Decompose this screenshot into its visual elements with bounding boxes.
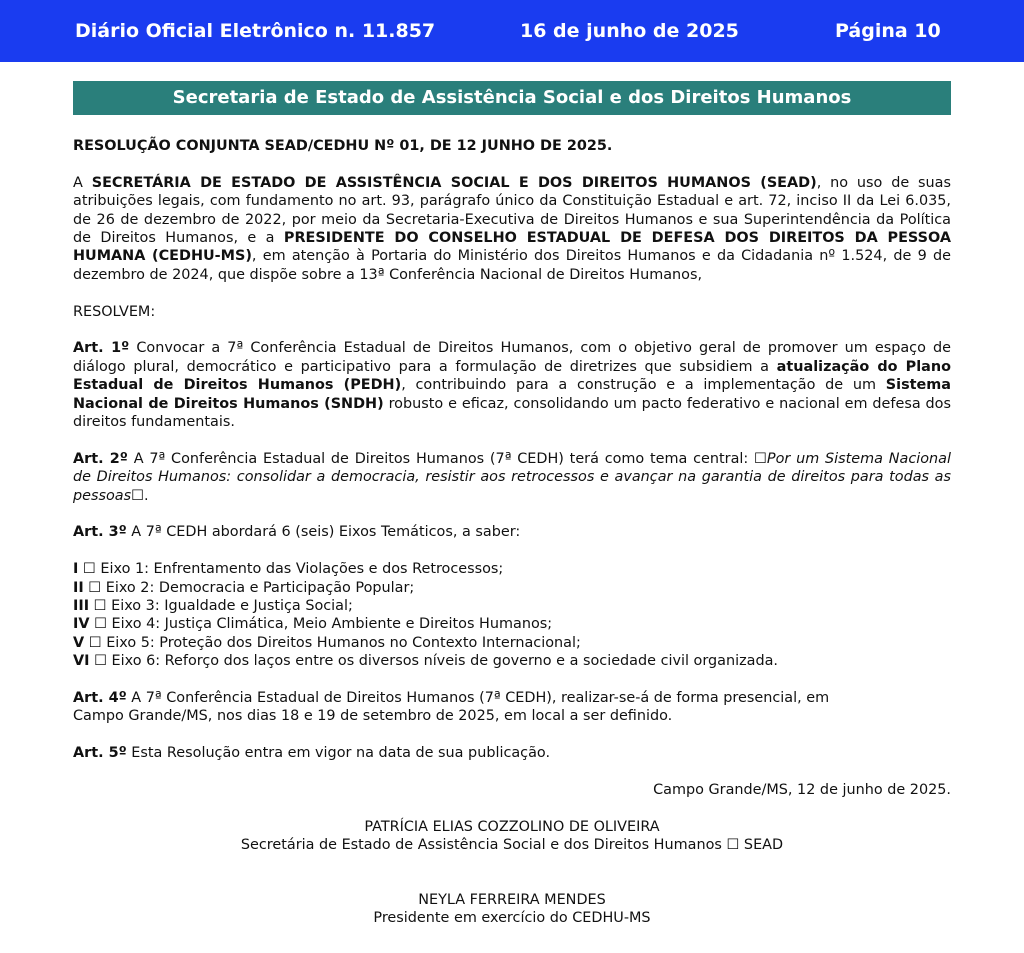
- article-5: Art. 5º Esta Resolução entra em vigor na data de sua publicação.: [73, 745, 551, 762]
- journal-title: Diário Oficial Eletrônico n. 11.857: [75, 20, 436, 42]
- article-3-label: Art. 3º: [73, 524, 127, 541]
- signature-block: [73, 891, 951, 928]
- list-item: VI ☐ Eixo 6: Reforço dos laços entre os diversos níveis de governo e a sociedade civil organizada.: [73, 653, 779, 670]
- place-date: Campo Grande/MS, 12 de junho de 2025.: [653, 782, 951, 799]
- article-2: Art. 2º A 7ª Conferência Estadual de Direitos Humanos (7ª CEDH) terá como tema central: ☐Por um Sistema Nacional de Direitos Humanos: consolidar a democracia, resistir aos retrocessos e avançar na garantia de direitos para todas as pessoas☐.: [73, 450, 951, 504]
- list-item: II ☐ Eixo 2: Democracia e Participação Popular;: [73, 579, 415, 596]
- page-number: Página 10: [835, 20, 941, 42]
- list-item: I ☐ Eixo 1: Enfrentamento das Violações e dos Retrocessos;: [73, 561, 504, 578]
- issue-date: 16 de junho de 2025: [520, 20, 739, 42]
- signatory-name: PATRÍCIA ELIAS COZZOLINO DE OLIVEIRA: [364, 818, 660, 835]
- signatory-role: Presidente em exercício do CEDHU-MS: [373, 910, 651, 927]
- signatory-role: Secretária de Estado de Assistência Social e dos Direitos Humanos ☐ SEAD: [240, 837, 784, 854]
- article-1: Art. 1º Convocar a 7ª Conferência Estadual de Direitos Humanos, com o objetivo geral de promover um espaço de diálogo plural, democrático e participativo para a formulação de diretrizes que subsidiem a atualização do Plano Estadual de Direitos Humanos (PEDH), contribuindo para a construção e a implementação de um Sistema Nacional de Direitos Humanos (SNDH) robusto e eficaz, consolidando um pacto federativo e nacional em defesa dos direitos fundamentais.: [73, 340, 951, 431]
- signatory-name: NEYLA FERREIRA MENDES: [418, 891, 606, 908]
- article-1-label: Art. 1º: [73, 340, 130, 357]
- list-item: III ☐ Eixo 3: Igualdade e Justiça Social;: [73, 598, 353, 615]
- resolution-title: RESOLUÇÃO CONJUNTA SEAD/CEDHU Nº 01, DE 12 JUNHO DE 2025.: [73, 138, 613, 154]
- section-title: Secretaria de Estado de Assistência Social e dos Direitos Humanos: [73, 81, 951, 115]
- article-5-label: Art. 5º: [73, 745, 127, 762]
- eixos-list: [73, 560, 951, 670]
- article-4-label: Art. 4º: [73, 690, 127, 707]
- central-theme-quote: Por um Sistema Nacional de Direitos Humanos: consolidar a democracia, resistir aos retrocessos e avançar na garantia de direitos para todas as pessoas: [73, 450, 951, 504]
- article-3: Art. 3º A 7ª CEDH abordará 6 (seis) Eixos Temáticos, a saber:: [73, 524, 521, 541]
- list-item: V ☐ Eixo 5: Proteção dos Direitos Humanos no Contexto Internacional;: [73, 634, 581, 651]
- resolvem-label: RESOLVEM:: [73, 303, 156, 320]
- list-item: IV ☐ Eixo 4: Justiça Climática, Meio Ambiente e Direitos Humanos;: [73, 616, 553, 633]
- header-bar: [0, 0, 1024, 62]
- intro-paragraph: A SECRETÁRIA DE ESTADO DE ASSISTÊNCIA SOCIAL E DOS DIREITOS HUMANOS (SEAD), no uso de suas atribuições legais, com fundamento no art. 93, parágrafo único da Constituição Estadual e art. 72, inciso II da Lei 6.035, de 26 de dezembro de 2022, por meio da Secretaria-Executiva de Direitos Humanos e sua Superintendência da Política de Direitos Humanos, e a PRESIDENTE DO CONSELHO ESTADUAL DE DEFESA DOS DIREITOS DA PESSOA HUMANA (CEDHU-MS), em atenção à Portaria do Ministério dos Direitos Humanos e da Cidadania nº 1.524, de 9 de dezembro de 2024, que dispõe sobre a 13ª Conferência Nacional de Direitos Humanos,: [73, 174, 951, 283]
- signature-block: [73, 818, 951, 855]
- document-body: [73, 137, 951, 928]
- article-4: Art. 4º A 7ª Conferência Estadual de Direitos Humanos (7ª CEDH), realizar-se-á de forma presencial, em Campo Grande/MS, nos dias 18 e 19 de setembro de 2025, em local a ser definido.: [73, 690, 830, 725]
- article-2-label: Art. 2º: [73, 450, 128, 467]
